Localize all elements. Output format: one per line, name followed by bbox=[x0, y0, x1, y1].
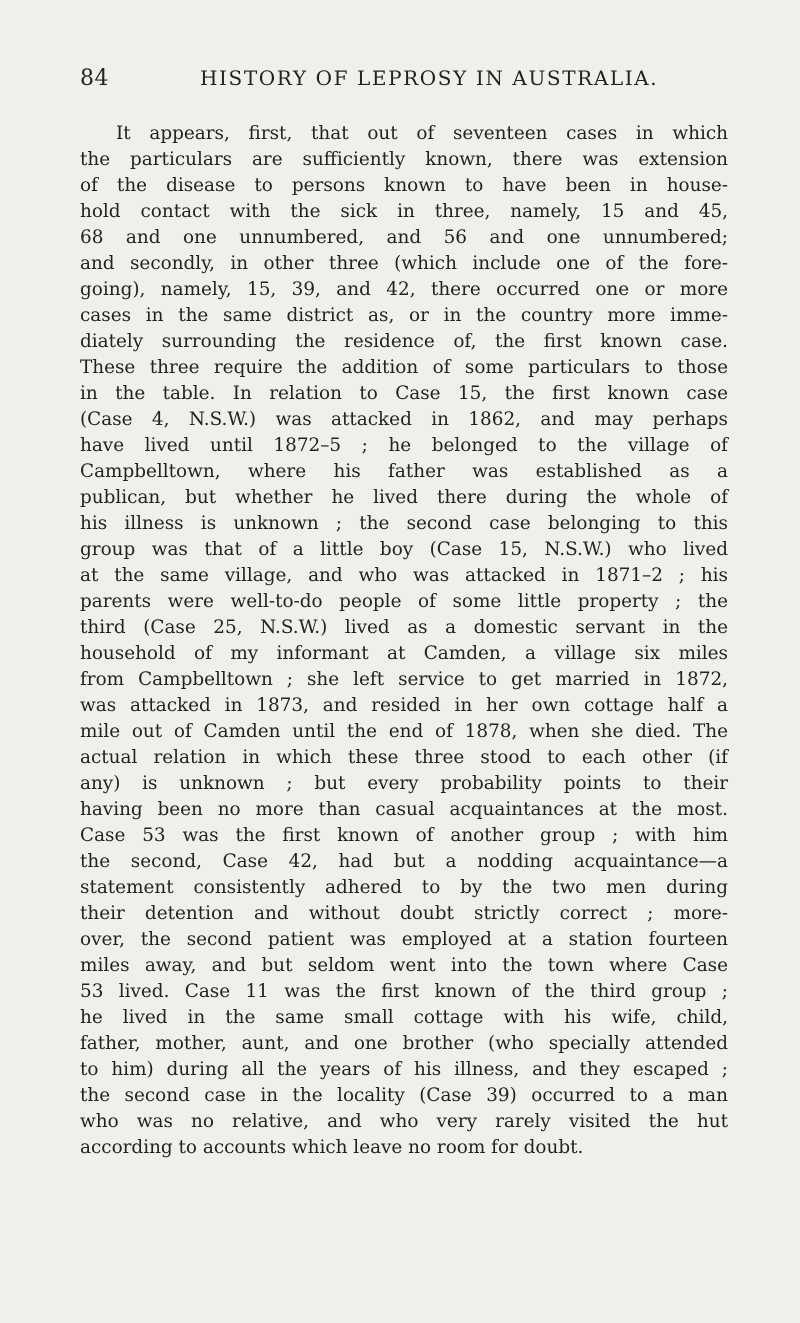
text-line: household of my informant at Camden, a village six miles bbox=[80, 643, 728, 664]
text-line: according to accounts which leave no room for doubt. bbox=[80, 1137, 584, 1158]
text-line: hold contact with the sick in three, namely, 15 and 45, bbox=[80, 201, 728, 222]
text-line: diately surrounding the residence of, the first known case. bbox=[80, 331, 728, 352]
text-line: from Campbelltown ; she left service to get married in 1872, bbox=[80, 669, 728, 690]
text-line: and secondly, in other three (which include one of the fore- bbox=[80, 253, 728, 274]
text-line: These three require the addition of some particulars to those bbox=[80, 357, 728, 378]
text-line: going), namely, 15, 39, and 42, there occurred one or more bbox=[80, 279, 728, 300]
text-line: he lived in the same small cottage with his wife, child, bbox=[80, 1007, 728, 1028]
text-line: actual relation in which these three stood to each other (if bbox=[80, 747, 728, 768]
text-line: their detention and without doubt strictly correct ; more- bbox=[80, 903, 728, 924]
text-line: 53 lived. Case 11 was the first known of the third group ; bbox=[80, 981, 728, 1002]
text-line: the second case in the locality (Case 39) occurred to a man bbox=[80, 1085, 728, 1106]
text-line: Campbelltown, where his father was established as a bbox=[80, 461, 728, 482]
text-line: the particulars are sufficiently known, there was extension bbox=[80, 149, 728, 170]
text-line: miles away, and but seldom went into the town where Case bbox=[80, 955, 728, 976]
text-line: parents were well-to-do people of some little property ; the bbox=[80, 591, 728, 612]
page-header bbox=[80, 66, 730, 100]
text-line: group was that of a little boy (Case 15, N.S.W.) who lived bbox=[80, 539, 728, 560]
text-line: have lived until 1872–5 ; he belonged to the village of bbox=[80, 435, 728, 456]
text-line: It appears, first, that out of seventeen cases in which bbox=[116, 123, 728, 144]
text-line: (Case 4, N.S.W.) was attacked in 1862, and may perhaps bbox=[80, 409, 728, 430]
text-line: at the same village, and who was attacked in 1871–2 ; his bbox=[80, 565, 728, 586]
text-line: statement consistently adhered to by the two men during bbox=[80, 877, 728, 898]
text-line: who was no relative, and who very rarely visited the hut bbox=[80, 1111, 728, 1132]
text-line: having been no more than casual acquaintances at the most. bbox=[80, 799, 728, 820]
text-line: third (Case 25, N.S.W.) lived as a domestic servant in the bbox=[80, 617, 728, 638]
text-line: the second, Case 42, had but a nodding acquaintance—a bbox=[80, 851, 728, 872]
text-line: over, the second patient was employed at a station fourteen bbox=[80, 929, 728, 950]
body-paragraph bbox=[80, 121, 728, 1161]
text-line: Case 53 was the first known of another group ; with him bbox=[80, 825, 728, 846]
text-line: father, mother, aunt, and one brother (who specially attended bbox=[80, 1033, 728, 1054]
text-line: publican, but whether he lived there during the whole of bbox=[80, 487, 728, 508]
text-line: 68 and one unnumbered, and 56 and one unnumbered; bbox=[80, 227, 728, 248]
text-line: to him) during all the years of his illness, and they escaped ; bbox=[80, 1059, 728, 1080]
text-line: any) is unknown ; but every probability points to their bbox=[80, 773, 728, 794]
text-line: in the table. In relation to Case 15, the first known case bbox=[80, 383, 728, 404]
text-line: of the disease to persons known to have been in house- bbox=[80, 175, 728, 196]
running-head: HISTORY OF LEPROSY IN AUSTRALIA. bbox=[200, 66, 659, 90]
page-number: 84 bbox=[80, 66, 109, 91]
text-line: his illness is unknown ; the second case belonging to this bbox=[80, 513, 728, 534]
text-line: cases in the same district as, or in the country more imme- bbox=[80, 305, 728, 326]
text-line: mile out of Camden until the end of 1878, when she died. The bbox=[80, 721, 728, 742]
text-line: was attacked in 1873, and resided in her own cottage half a bbox=[80, 695, 728, 716]
